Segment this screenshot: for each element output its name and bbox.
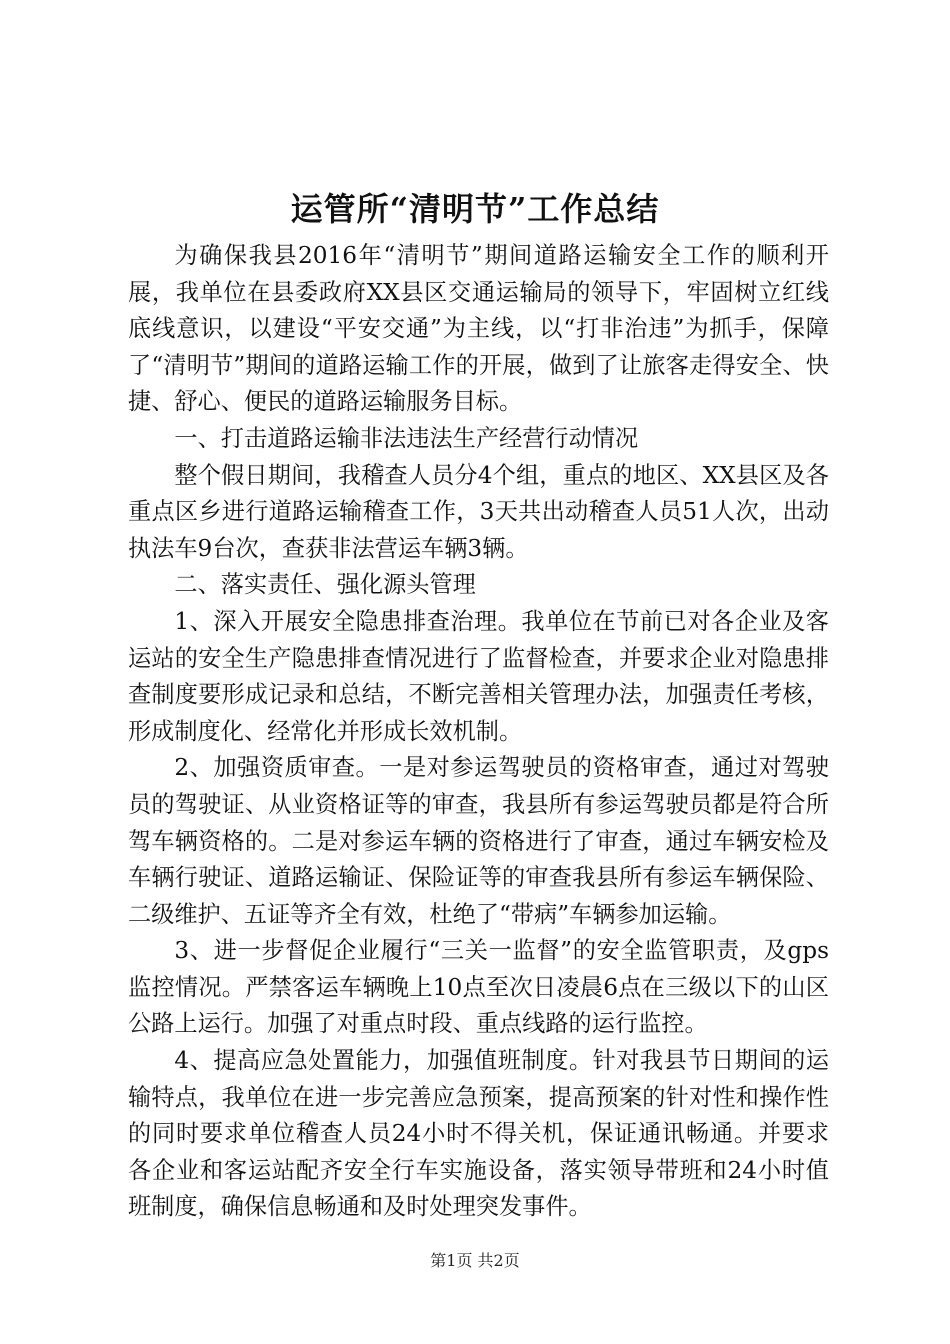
paragraph-item-3: 3、进一步督促企业履行“三关一监督”的安全监管职责，及gps监控情况。严禁客运车辆晚上10点至次日凌晨6点在三级以下的山区公路上运行。加强了对重点时段、重点线路的运行监控。 [128,937,829,1038]
page-number-footer: 第1页 共2页 [430,1251,520,1270]
section-heading-2: 二、落实责任、强化源头管理 [174,571,476,599]
paragraph-item-4: 4、提高应急处置能力，加强值班制度。针对我县节日期间的运输特点，我单位在进一步完善应急预案，提高预案的针对性和操作性的同时要求单位稽查人员24小时不得关机，保证通讯畅通。并要求各企业和客运站配齐安全行车实施设备，落实领导带班和24小时值班制度，确保信息畅通和及时处理突发事件。 [128,1047,829,1221]
section-heading-1: 一、打击道路运输非法违法生产经营行动情况 [174,424,639,452]
paragraph-item-2: 2、加强资质审查。一是对参运驾驶员的资格审查，通过对驾驶员的驾驶证、从业资格证等的审查，我县所有参运驾驶员都是符合所驾车辆资格的。二是对参运车辆的资格进行了审查，通过车辆安检及车辆行驶证、道路运输证、保险证等的审查我县所有参运车辆保险、二级维护、五证等齐全有效，杜绝了“带病”车辆参加运输。 [128,754,829,928]
document-title: 运管所“清明节”工作总结 [290,190,660,228]
paragraph-item-1: 1、深入开展安全隐患排查治理。我单位在节前已对各企业及客运站的安全生产隐患排查情况进行了监督检查，并要求企业对隐患排查制度要形成记录和总结，不断完善相关管理办法，加强责任考核，形成制度化、经常化并形成长效机制。 [128,607,829,745]
paragraph-enforcement: 整个假日期间，我稽查人员分4个组，重点的地区、XX县区及各重点区乡进行道路运输稽查工作，3天共出动稽查人员51人次，出动执法车9台次，查获非法营运车辆3辆。 [128,461,829,562]
document-body [128,238,829,1226]
paragraph-intro: 为确保我县2016年“清明节”期间道路运输安全工作的顺利开展，我单位在县委政府XX县区交通运输局的领导下，牢固树立红线底线意识，以建设“平安交通”为主线，以“打非治违”为抓手，保障了“清明节”期间的道路运输工作的开展，做到了让旅客走得安全、快捷、舒心、便民的道路运输服务目标。 [128,242,829,416]
